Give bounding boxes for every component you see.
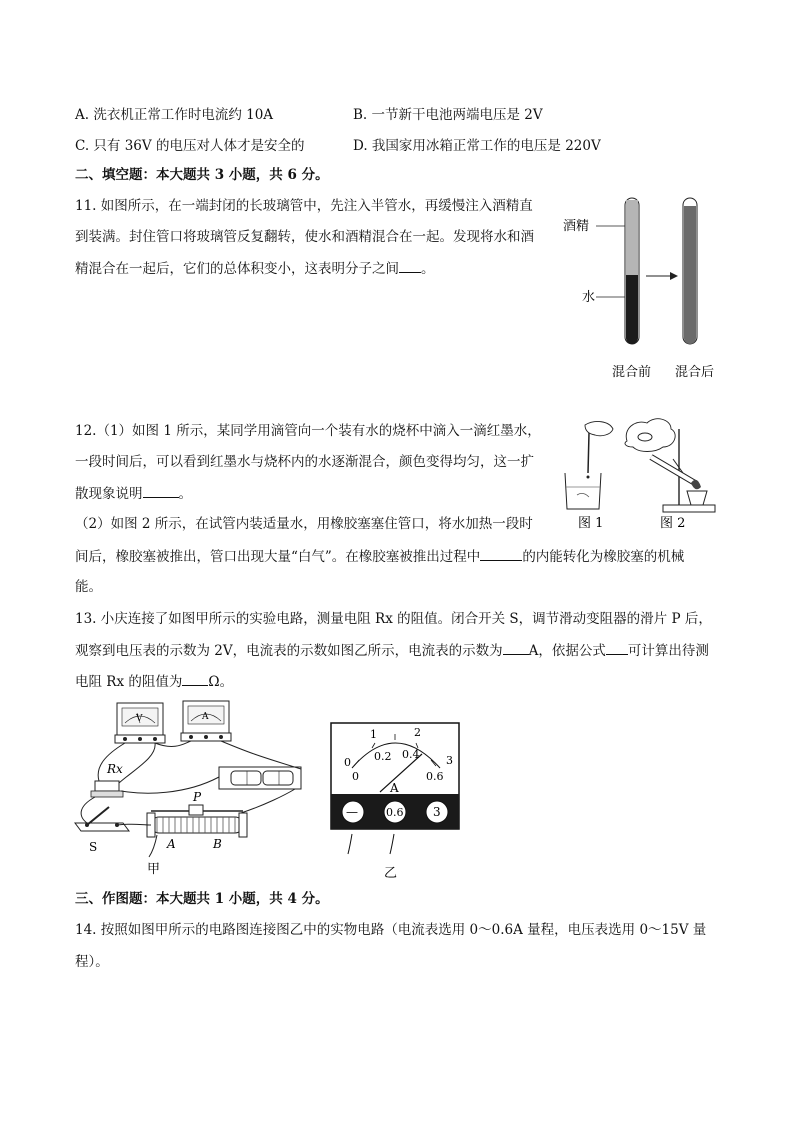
ammeter-label: A (202, 712, 209, 722)
bottom-scale-3: 0.6 (426, 770, 444, 783)
beaker-icon (565, 473, 601, 509)
terminal-label-0-6: 0.6 (386, 806, 404, 819)
choice-d: D. 我国家用冰箱正常工作的电压是 220V (353, 138, 601, 154)
answer-blank (480, 546, 522, 561)
answer-blank (143, 483, 179, 498)
q11-line-3: 精混合在一起后，它们的总体积变小，这表明分子之间 。 (75, 258, 435, 279)
q11-tube-figure (563, 190, 750, 385)
answer-blank (182, 671, 208, 686)
terminal-b-label: B (213, 837, 222, 851)
figure-jia-label: 甲 (147, 862, 161, 877)
resistor-rx-icon (91, 781, 123, 797)
section-2-heading: 二、填空题：本大题共 3 小题，共 6 分。 (75, 167, 329, 183)
alcohol-label: 酒精 (563, 219, 590, 234)
terminal-label-3: 3 (433, 805, 441, 819)
circuit-wires (81, 741, 301, 857)
fig1-label: 图 1 (578, 516, 604, 531)
answer-blank (606, 640, 628, 655)
switch-label: S (89, 840, 98, 854)
top-scale-1: 1 (370, 728, 377, 741)
q13-line-1: 13. 小庆连接了如图甲所示的实验电路，测量电阻 Rx 的阻值。闭合开关 S，调节滑动变阻器的滑片 P 后， (75, 611, 712, 627)
q13-line-2: 观察到电压表的示数为 2V，电流表的示数如图乙所示，电流表的示数为 A，依据公式 可计算出待测 (75, 640, 709, 661)
section-3-heading: 三、作图题：本大题共 1 小题，共 4 分。 (75, 891, 329, 907)
q11-line-1: 11. 如图所示，在一端封闭的长玻璃管中，先注入半管水，再缓慢注入酒精直 (75, 198, 533, 214)
q12-line-1: 12.（1）如图 1 所示，某同学用滴管向一个装有水的烧杯中滴入一滴红墨水， (75, 423, 541, 439)
answer-blank (399, 258, 421, 273)
battery-icon (219, 767, 301, 789)
q12-figures (555, 413, 730, 533)
fig2-label: 图 2 (660, 516, 686, 531)
dial-unit: A (390, 781, 399, 795)
choice-b: B. 一节新干电池两端电压是 2V (353, 107, 543, 123)
top-scale-3: 3 (446, 754, 453, 767)
figure-yi-label: 乙 (384, 866, 398, 881)
choice-c: C. 只有 36V 的电压对人体才是安全的 (75, 138, 305, 154)
top-scale-2: 2 (414, 726, 421, 739)
bottom-scale-2: 0.4 (402, 748, 420, 761)
rheostat-icon (147, 805, 247, 837)
q11-line-2: 到装满。封住管口将玻璃管反复翻转，使水和酒精混合在一起。发现将水和酒 (75, 229, 534, 245)
after-label: 混合后 (675, 365, 715, 380)
rx-label: Rx (107, 762, 123, 776)
alcohol-layer (626, 200, 638, 275)
ammeter-dial-figure-yi (330, 722, 460, 882)
q13-line-3: 电阻 Rx 的阻值为 Ω。 (75, 671, 233, 692)
alcohol-lamp-icon (687, 491, 707, 505)
q14-line-1: 14. 按照如图甲所示的电路图连接图乙中的实物电路（电流表选用 0～0.6A 量程，电压表选用 0～15V 量 (75, 922, 707, 938)
voltmeter-label: V (136, 714, 143, 724)
water-label: 水 (582, 290, 596, 305)
q12-line-3: 散现象说明 。 (75, 483, 192, 504)
choice-a: A. 洗衣机正常工作时电流约 10A (75, 107, 274, 123)
q14-line-2: 程）。 (75, 954, 109, 970)
q12-line-2: 一段时间后，可以看到红墨水与烧杯内的水逐渐混合，颜色变得均匀，这一扩 (75, 454, 534, 470)
mixed-layer (684, 206, 696, 344)
q12-line-5: 间后，橡胶塞被推出，管口出现大量“白气”。在橡胶塞被推出过程中 的内能转化为橡胶塞的机械 (75, 546, 684, 567)
answer-blank (503, 640, 529, 655)
bottom-scale-1: 0.2 (374, 750, 392, 763)
q12-line-6: 能。 (75, 579, 102, 595)
bottom-scale-0: 0 (352, 770, 359, 783)
water-layer (626, 275, 638, 344)
slider-p-label: P (193, 790, 202, 804)
terminal-label-negative: — (346, 805, 358, 819)
top-scale-0: 0 (344, 756, 351, 769)
q12-line-4: （2）如图 2 所示，在试管内装适量水，用橡胶塞塞住管口，将水加热一段时 (75, 516, 533, 532)
circuit-figure-jia (65, 695, 320, 880)
dropper-icon (588, 433, 589, 473)
terminal-a-label: A (167, 837, 176, 851)
before-label: 混合前 (612, 365, 652, 380)
